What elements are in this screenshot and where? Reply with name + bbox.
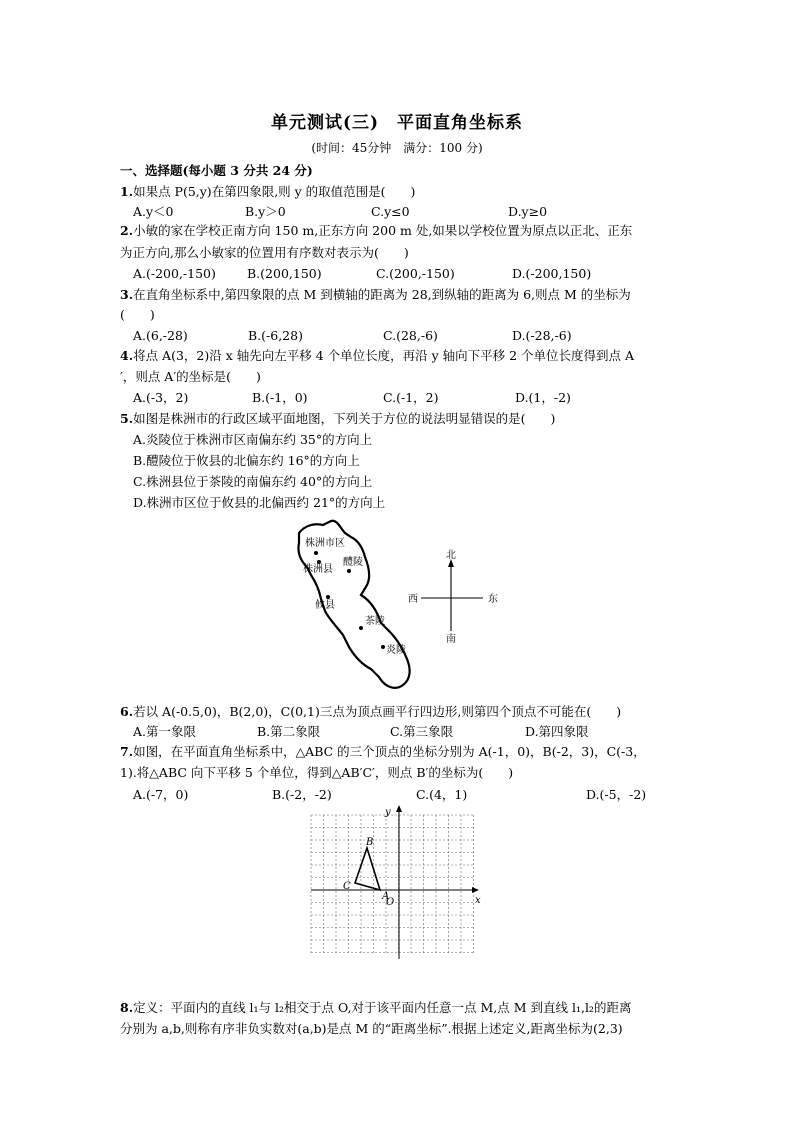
- question-3: [120, 286, 631, 303]
- question-text: 若以 A(-0.5,0)，B(2,0)，C(0,1)三点为顶点画平行四边形,则第四个顶点不可能在( ): [133, 704, 622, 719]
- q3-option-b: B.(-6,28): [248, 328, 303, 343]
- q6-option-c: C.第三象限: [390, 724, 454, 739]
- q1-option-a: A.y＜0: [133, 204, 174, 219]
- question-7-line2: 1).将△ABC 向下平移 5 个单位，得到△AB′C′，则点 B′的坐标为( ): [120, 765, 514, 780]
- question-6: [120, 703, 621, 720]
- q1-option-c: C.y≤0: [371, 204, 410, 219]
- map-label-zhuzhou-county: 株洲县: [303, 564, 333, 575]
- q4-option-b: B.(-1，0): [252, 390, 308, 405]
- question-text: 如果点 P(5,y)在第四象限,则 y 的取值范围是( ): [133, 184, 416, 199]
- question-1: [120, 183, 415, 200]
- point-b-label: B: [366, 837, 374, 848]
- question-8-line2: 分别为 a,b,则称有序非负实数对(a,b)是点 M 的“距离坐标”.根据上述定义,距离坐标为(2,3): [120, 1021, 623, 1036]
- q4-option-d: D.(1，-2): [515, 390, 571, 405]
- question-text: 将点 A(3，2)沿 x 轴先向左平移 4 个单位长度，再沿 y 轴向下平移 2 个单位长度得到点 A: [133, 348, 635, 363]
- q1-option-b: B.y＞0: [245, 204, 286, 219]
- point-a-label: A: [382, 891, 390, 902]
- q2-option-c: C.(200,-150): [376, 266, 455, 281]
- y-axis-label: y: [385, 807, 391, 818]
- question-3-line2: ( ): [120, 307, 155, 322]
- question-number: 6.: [120, 704, 134, 719]
- q2-option-d: D.(-200,150): [512, 266, 592, 281]
- triangle-abc: [355, 848, 380, 890]
- q5-option-a: A.炎陵位于株洲市区南偏东约 35°的方向上: [133, 432, 373, 447]
- coordinate-grid-figure: [305, 803, 485, 963]
- q3-option-a: A.(6,-28): [133, 328, 188, 343]
- section-heading: 一、选择题(每小题 3 分共 24 分): [120, 163, 313, 178]
- question-number: 7.: [120, 744, 134, 759]
- grid-lines: [311, 815, 474, 953]
- question-5: [120, 410, 555, 427]
- question-8: [120, 999, 631, 1016]
- map-label-youxian: 攸县: [315, 600, 335, 611]
- question-number: 1.: [120, 184, 134, 199]
- zhuzhou-map-figure: [285, 515, 515, 695]
- page-subtitle: (时间：45分钟 满分：100 分): [311, 141, 483, 155]
- compass-south-label: 南: [446, 634, 456, 645]
- question-number: 8.: [120, 1000, 134, 1015]
- page-title: 单元测试(三) 平面直角坐标系: [270, 113, 524, 133]
- question-text: 小敏的家在学校正南方向 150 m,正东方向 200 m 处,如果以学校位置为原点以正北、正东: [133, 223, 633, 238]
- map-label-liling: 醴陵: [343, 557, 363, 568]
- compass-north-label: 北: [446, 550, 456, 561]
- q4-option-a: A.(-3，2): [133, 390, 189, 405]
- question-number: 4.: [120, 348, 134, 363]
- compass-east-label: 东: [488, 594, 498, 605]
- question-7: [120, 743, 646, 760]
- q7-option-a: A.(-7，0): [133, 787, 189, 802]
- x-axis-label: x: [475, 895, 481, 906]
- map-label-zhuzhou-city: 株洲市区: [305, 538, 345, 549]
- question-number: 2.: [120, 223, 134, 238]
- q3-option-d: D.(-28,-6): [512, 328, 572, 343]
- origin-label: O: [386, 897, 395, 908]
- q7-option-b: B.(-2，-2): [272, 787, 332, 802]
- q1-option-d: D.y≥0: [508, 204, 548, 219]
- q2-option-a: A.(-200,-150): [133, 266, 216, 281]
- question-text: 在直角坐标系中,第四象限的点 M 到横轴的距离为 28,到纵轴的距离为 6,则点 M 的坐标为: [133, 287, 631, 302]
- q7-option-c: C.(4，1): [416, 787, 468, 802]
- q6-option-d: D.第四象限: [525, 724, 589, 739]
- q4-option-c: C.(-1，2): [383, 390, 439, 405]
- q7-option-d: D.(-5，-2): [586, 787, 647, 802]
- compass-west-label: 西: [408, 594, 418, 605]
- question-4-line2: ′，则点 A′的坐标是( ): [120, 369, 261, 384]
- question-text: 如图是株洲市的行政区域平面地图，下列关于方位的说法明显错误的是( ): [133, 411, 556, 426]
- question-text: 定义：平面内的直线 l₁与 l₂相交于点 O,对于该平面内任意一点 M,点 M 到直线 l₁,l₂的距离: [133, 1000, 632, 1015]
- q5-option-d: D.株洲市区位于攸县的北偏西约 21°的方向上: [133, 495, 386, 510]
- question-4: [120, 347, 634, 364]
- question-2: [120, 222, 632, 239]
- question-2-line2: 为正方向,那么小敏家的位置用有序数对表示为( ): [120, 245, 409, 260]
- point-c-label: C: [343, 881, 351, 892]
- question-text: 如图，在平面直角坐标系中，△ABC 的三个顶点的坐标分别为 A(-1，0)，B(-2，3)，C(-3，: [133, 744, 646, 759]
- q5-option-c: C.株洲县位于茶陵的南偏东约 40°的方向上: [133, 474, 373, 489]
- map-label-chaling: 茶陵: [365, 616, 385, 627]
- q3-option-c: C.(28,-6): [383, 328, 438, 343]
- question-number: 3.: [120, 287, 134, 302]
- map-label-yanling: 炎陵: [386, 645, 406, 656]
- question-number: 5.: [120, 411, 134, 426]
- q5-option-b: B.醴陵位于攸县的北偏东约 16°的方向上: [133, 453, 360, 468]
- q6-option-b: B.第二象限: [257, 724, 321, 739]
- q6-option-a: A.第一象限: [133, 724, 197, 739]
- q2-option-b: B.(200,150): [247, 266, 322, 281]
